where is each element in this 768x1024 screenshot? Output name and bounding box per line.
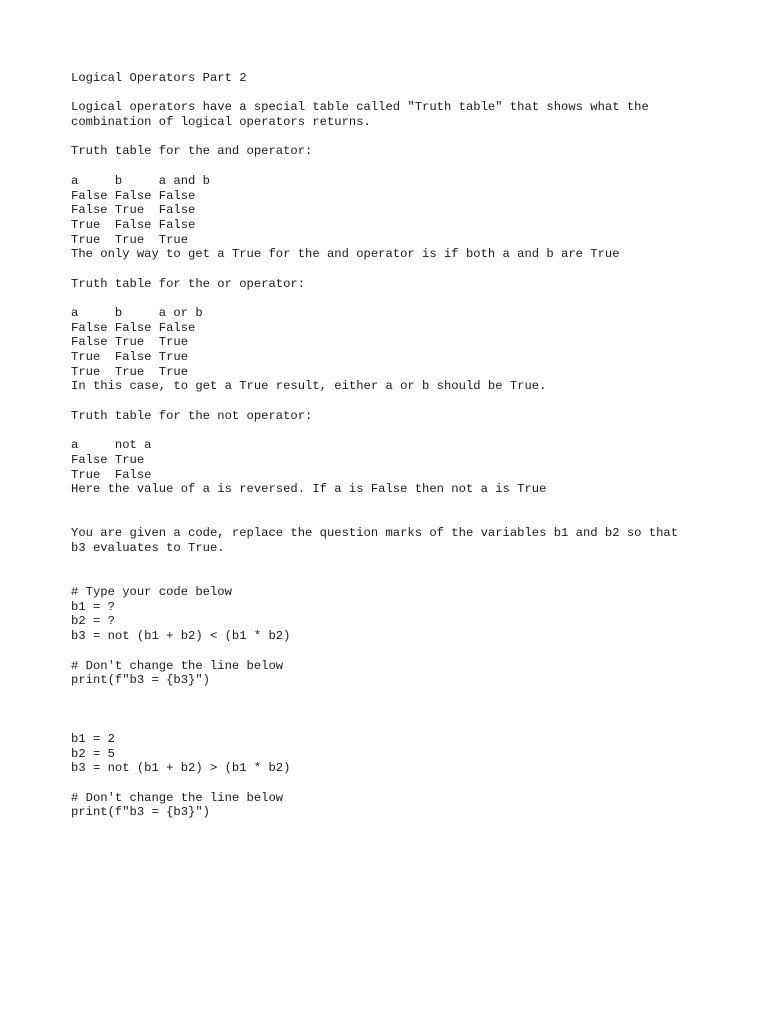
table-row: True True True (71, 364, 189, 379)
solution-code-block (71, 732, 751, 820)
spacer (71, 512, 751, 527)
spacer (71, 776, 751, 791)
code-line: b1 = 2 (71, 731, 115, 746)
table-row: True True True (71, 232, 189, 247)
page-title: Logical Operators Part 2 (71, 71, 247, 85)
table-row: True False (71, 467, 152, 482)
and-truth-table (71, 174, 751, 247)
code-line: # Type your code below (71, 585, 232, 600)
spacer (71, 130, 751, 145)
code-line: print(f"b3 = {b3}") (71, 805, 210, 820)
intro-line: Logical operators have a special table called "Truth table" that shows what the (71, 100, 649, 115)
not-truth-table (71, 438, 751, 482)
spacer (71, 394, 751, 409)
or-heading: Truth table for the or operator: (71, 276, 306, 291)
not-heading: Truth table for the not operator: (71, 408, 313, 423)
task-line: You are given a code, replace the question marks of the variables b1 and b2 so that (71, 526, 679, 541)
spacer (71, 424, 751, 439)
code-line: # Don't change the line below (71, 790, 284, 805)
spacer (71, 717, 751, 732)
not-note: Here the value of a is reversed. If a is False then not a is True (71, 482, 547, 497)
intro-line: combination of logical operators returns. (71, 115, 371, 130)
table-row: True False False (71, 217, 196, 232)
spacer (71, 159, 751, 174)
table-row: False False False (71, 188, 196, 203)
table-row: True False True (71, 350, 189, 365)
code-template-block (71, 585, 751, 688)
spacer (71, 556, 751, 571)
intro-paragraph (71, 100, 751, 129)
and-heading: Truth table for the and operator: (71, 144, 313, 159)
spacer (71, 688, 751, 703)
code-line: b2 = 5 (71, 746, 115, 761)
table-header-row: a b a or b (71, 306, 203, 320)
table-header-row: a b a and b (71, 173, 210, 188)
spacer (71, 262, 751, 277)
code-line: b3 = not (b1 + b2) < (b1 * b2) (71, 629, 291, 644)
spacer (71, 497, 751, 512)
spacer (71, 703, 751, 718)
code-line: b1 = ? (71, 599, 115, 614)
task-paragraph (71, 526, 751, 555)
spacer (71, 570, 751, 585)
spacer (71, 291, 751, 306)
table-row: False True (71, 452, 145, 467)
code-line: b3 = not (b1 + b2) > (b1 * b2) (71, 761, 291, 776)
code-line: # Don't change the line below (71, 658, 284, 673)
or-truth-table (71, 306, 751, 379)
or-note: In this case, to get a True result, either a or b should be True. (71, 379, 547, 394)
table-row: False True False (71, 203, 196, 218)
document-page (71, 71, 751, 820)
code-line: print(f"b3 = {b3}") (71, 673, 210, 688)
and-note: The only way to get a True for the and operator is if both a and b are True (71, 247, 620, 262)
table-row: False False False (71, 320, 196, 335)
task-line: b3 evaluates to True. (71, 541, 225, 555)
code-line: b2 = ? (71, 614, 115, 629)
table-row: False True True (71, 335, 189, 350)
spacer (71, 644, 751, 659)
spacer (71, 86, 751, 101)
table-header-row: a not a (71, 438, 152, 453)
